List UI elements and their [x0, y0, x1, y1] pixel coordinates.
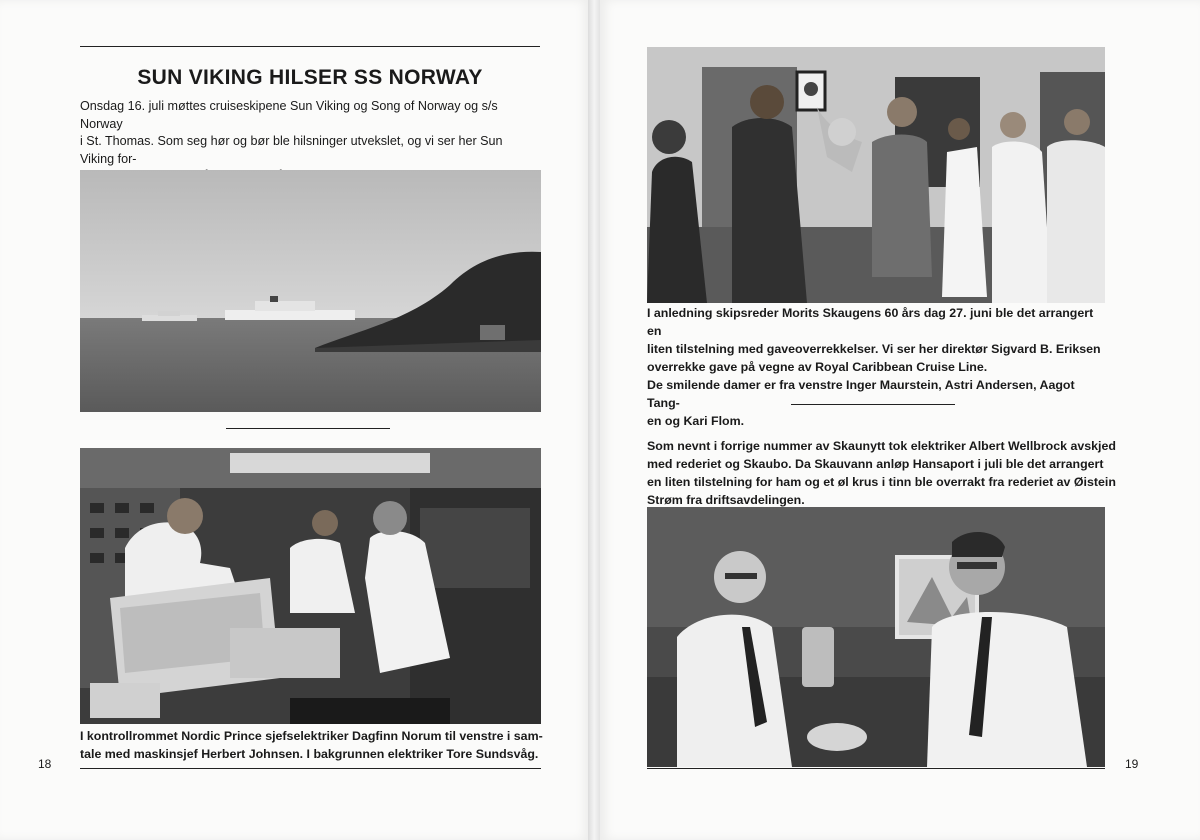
ships-photo — [80, 170, 541, 412]
caption-line: overrekke gave på vegne av Royal Caribbean Cruise Line. — [647, 360, 988, 374]
caption-line: tale med maskinsjef Herbert Johnsen. I bakgrunnen elektriker Tore Sundsvåg. — [80, 747, 539, 761]
caption-line: De smilende damer er fra venstre Inger Maurstein, Astri Andersen, Aagot Tang- — [647, 378, 1075, 410]
birthday-photo — [647, 47, 1105, 303]
page-number-right: 19 — [1125, 757, 1139, 771]
bottom-rule — [647, 768, 1105, 769]
control-room-photo — [80, 448, 541, 724]
divider-rule — [791, 404, 955, 405]
control-room-caption — [80, 727, 550, 763]
farewell-photo — [647, 507, 1105, 767]
caption-line: en og Kari Flom. — [647, 414, 745, 428]
bottom-rule — [80, 768, 541, 769]
article-line: Strøm fra driftsavdelingen. — [647, 493, 805, 507]
divider-rule — [226, 428, 390, 429]
farewell-article — [647, 437, 1117, 509]
intro-line: Onsdag 16. juli møttes cruiseskipene Sun Viking og Song of Norway og s/s Norway — [80, 99, 498, 131]
caption-line: I anledning skipsreder Morits Skaugens 60 års dag 27. juni ble det arrangert en — [647, 306, 1094, 338]
page-number-left: 18 — [38, 757, 52, 771]
article-title: SUN VIKING HILSER SS NORWAY — [137, 66, 483, 89]
article-line: med rederiet og Skaubo. Da Skauvann anløp Hansaport i juli ble det arrangert — [647, 457, 1104, 471]
top-rule — [80, 46, 540, 47]
article-line: Som nevnt i forrige nummer av Skaunytt tok elektriker Albert Wellbrock avskjed — [647, 439, 1116, 453]
caption-line: liten tilstelning med gaveoverrekkelser. Vi ser her direktør Sigvard B. Eriksen — [647, 342, 1101, 356]
article-line: en liten tilstelning for ham og et øl krus i tinn ble overrakt fra rederiet av Øistein — [647, 475, 1116, 489]
right-page — [600, 0, 1200, 840]
left-page — [0, 0, 590, 840]
birthday-caption — [647, 304, 1107, 430]
caption-line: I kontrollrommet Nordic Prince sjefselektriker Dagfinn Norum til venstre i sam- — [80, 729, 543, 743]
intro-line: i St. Thomas. Som seg hør og bør ble hilsninger utvekslet, og vi ser her Sun Viking for- — [80, 134, 503, 166]
